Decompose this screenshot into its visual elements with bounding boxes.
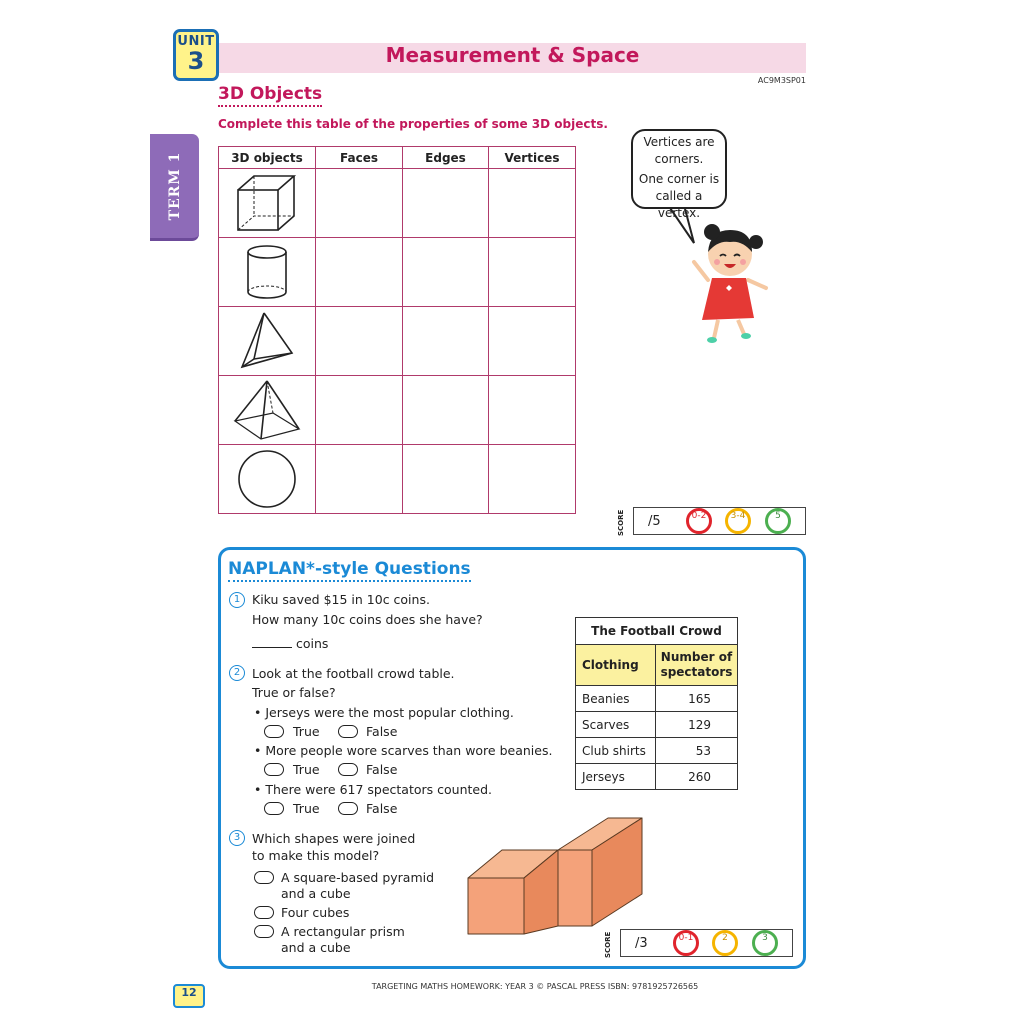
naplan-title: NAPLAN*-style Questions <box>228 559 471 582</box>
table-row <box>576 764 738 790</box>
sphere-cell <box>219 445 316 514</box>
q3-line-1: Which shapes were joined <box>252 831 416 846</box>
crowd-count: 165 <box>656 686 738 712</box>
q2-line-2: True or false? <box>252 685 336 700</box>
score-band-0-2: 0-2 <box>686 508 712 534</box>
square-pyramid-drawing <box>231 379 303 441</box>
question-2-number: 2 <box>229 665 245 681</box>
question-3-number: 3 <box>229 830 245 846</box>
table-row <box>219 238 576 307</box>
sphere-drawing <box>236 448 298 510</box>
term-label: TERM 1 <box>166 151 183 221</box>
unit-label: UNIT <box>177 34 215 49</box>
q3-option-3-line-2: and a cube <box>281 940 351 955</box>
crowd-header-spectators: Number of spectators <box>656 645 738 686</box>
q2-statement-3: • There were 617 spectators counted. <box>254 782 493 797</box>
table-row <box>576 738 738 764</box>
vertices-answer-cell[interactable] <box>489 169 576 238</box>
q2-s2-true-option[interactable] <box>264 763 284 776</box>
faces-answer-cell[interactable] <box>316 307 403 376</box>
true-label: True <box>293 762 320 777</box>
q3-line-2: to make this model? <box>252 848 380 863</box>
header-3d-objects: 3D objects <box>219 147 316 169</box>
faces-answer-cell[interactable] <box>316 445 403 514</box>
score-band-3-4: 3-4 <box>725 508 751 534</box>
speech-bubble <box>631 129 727 220</box>
q3-option-3-line-1: A rectangular prism <box>281 924 405 939</box>
q1-line-2: How many 10c coins does she have? <box>252 612 483 627</box>
score-band-0-1: 0-1 <box>673 930 699 956</box>
true-label: True <box>293 801 320 816</box>
score-value: /5 <box>648 514 661 529</box>
header-edges: Edges <box>403 147 489 169</box>
false-label: False <box>366 724 398 739</box>
block-model-illustration <box>466 816 644 936</box>
table-row <box>576 686 738 712</box>
bubble-line-1: Vertices are corners. <box>643 135 715 166</box>
q2-line-1: Look at the football crowd table. <box>252 666 455 681</box>
crowd-count: 53 <box>656 738 738 764</box>
footer-text: TARGETING MATHS HOMEWORK: YEAR 3 © PASCAL PRESS ISBN: 9781925726565 <box>371 982 699 991</box>
page-title: Measurement & Space <box>385 43 640 67</box>
false-label: False <box>366 762 398 777</box>
crowd-header-clothing: Clothing <box>576 645 656 686</box>
table-row <box>219 445 576 514</box>
score-band-3: 3 <box>752 930 778 956</box>
edges-answer-cell[interactable] <box>403 169 489 238</box>
vertices-answer-cell[interactable] <box>489 376 576 445</box>
curriculum-code: AC9M3SP01 <box>757 76 806 85</box>
edges-answer-cell[interactable] <box>403 307 489 376</box>
q2-statement-1: • Jerseys were the most popular clothing. <box>254 705 514 720</box>
score-box-2 <box>620 929 793 957</box>
crowd-table-caption: The Football Crowd <box>576 618 738 645</box>
section-title: 3D Objects <box>218 84 322 107</box>
edges-answer-cell[interactable] <box>403 238 489 307</box>
crowd-count: 129 <box>656 712 738 738</box>
crowd-item: Beanies <box>576 686 656 712</box>
football-crowd-table <box>575 617 738 790</box>
table-row <box>219 169 576 238</box>
unit-number: 3 <box>187 47 205 75</box>
vertices-answer-cell[interactable] <box>489 307 576 376</box>
q1-line-1: Kiku saved $15 in 10c coins. <box>252 592 430 607</box>
q2-s1-true-option[interactable] <box>264 725 284 738</box>
crowd-item: Scarves <box>576 712 656 738</box>
score-value: /3 <box>635 936 648 951</box>
crowd-item: Jerseys <box>576 764 656 790</box>
edges-answer-cell[interactable] <box>403 376 489 445</box>
q2-s3-true-option[interactable] <box>264 802 284 815</box>
vertices-answer-cell[interactable] <box>489 238 576 307</box>
score-label: SCORE <box>617 509 625 536</box>
score-band-5: 5 <box>765 508 791 534</box>
false-label: False <box>366 801 398 816</box>
page-number: 12 <box>173 984 205 1008</box>
cylinder-cell <box>219 238 316 307</box>
q2-s1-false-option[interactable] <box>338 725 358 738</box>
q3-option-1-line-1: A square-based pyramid <box>281 870 435 885</box>
unit-badge <box>173 29 219 81</box>
q1-answer-line <box>252 636 328 651</box>
q2-s3-false-option[interactable] <box>338 802 358 815</box>
q3-option-1-line-2: and a cube <box>281 886 351 901</box>
square-pyramid-cell <box>219 376 316 445</box>
cube-cell <box>219 169 316 238</box>
score-label: SCORE <box>604 931 612 958</box>
q3-option-3[interactable] <box>254 925 274 938</box>
bubble-line-2: One corner is called a vertex. <box>638 172 720 220</box>
q3-option-2[interactable] <box>254 906 274 919</box>
score-band-2: 2 <box>712 930 738 956</box>
faces-answer-cell[interactable] <box>316 169 403 238</box>
true-label: True <box>293 724 320 739</box>
table-row <box>219 307 576 376</box>
girl-character-illustration <box>690 222 782 346</box>
triangular-pyramid-cell <box>219 307 316 376</box>
faces-answer-cell[interactable] <box>316 238 403 307</box>
header-faces: Faces <box>316 147 403 169</box>
properties-table <box>218 146 576 514</box>
cube-drawing <box>232 172 302 234</box>
q2-statement-2: • More people wore scarves than wore beanies. <box>254 743 553 758</box>
cylinder-drawing <box>242 242 292 302</box>
crowd-item: Club shirts <box>576 738 656 764</box>
q3-option-1[interactable] <box>254 871 274 884</box>
q1-answer-blank[interactable] <box>252 647 292 648</box>
vertices-answer-cell[interactable] <box>489 445 576 514</box>
instruction-text: Complete this table of the properties of some 3D objects. <box>218 117 608 131</box>
q2-s2-false-option[interactable] <box>338 763 358 776</box>
q3-option-2-label: Four cubes <box>281 905 350 920</box>
score-box-1 <box>633 507 806 535</box>
q1-answer-suffix: coins <box>296 636 329 651</box>
triangular-pyramid-drawing <box>236 309 298 373</box>
crowd-count: 260 <box>656 764 738 790</box>
edges-answer-cell[interactable] <box>403 445 489 514</box>
header-vertices: Vertices <box>489 147 576 169</box>
table-row <box>219 376 576 445</box>
table-row <box>576 712 738 738</box>
question-1-number: 1 <box>229 592 245 608</box>
faces-answer-cell[interactable] <box>316 376 403 445</box>
